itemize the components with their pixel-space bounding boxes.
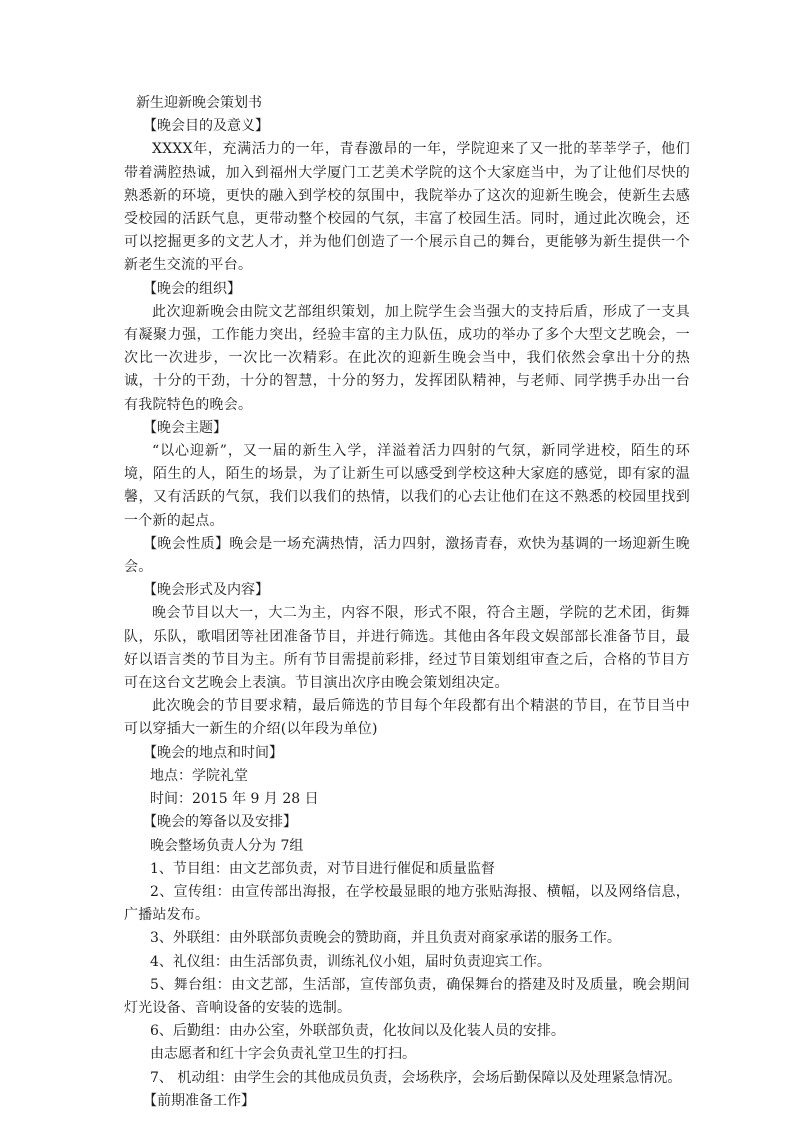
section-heading-format: 【晚会形式及内容】 [143, 582, 269, 599]
section-heading-theme: 【晚会主题】 [143, 419, 227, 436]
time-line: 时间：2015 年 9 月 28 日 [150, 791, 319, 808]
paragraph-theme: “以心迎新”，又一届的新生入学，洋溢着活力四射的气氛，新同学进校，陌生的环境，陌生的人，陌生的场景，为了让新生可以感受到学校这种大家庭的感觉，即有家的温馨，又有活跃的气氛，我们以我们的热情，以我们的心去让他们在这不熟悉的校园里找到一个新的起点。 [124, 443, 690, 529]
paragraph-organization: 此次迎新晚会由院文艺部组织策划，加上院学生会当强大的支持后盾，形成了一支具有凝聚力强，工作能力突出，经验丰富的主力队伍，成功的举办了多个大型文艺晚会，一次比一次进步，一次比一次精彩。在此次的迎新生晚会当中，我们依然会拿出十分的热诚，十分的干劲，十分的智慧，十分的努力，发挥团队精神，与老师、同学携手办出一台有我院特色的晚会。 [124, 303, 690, 413]
section-heading-early-work: 【前期准备工作】 [143, 1092, 255, 1109]
paragraph-format-1: 晚会节目以大一，大二为主，内容不限，形式不限，符合主题，学院的艺术团，街舞队，乐队，歌唱团等社团准备节目，并进行筛选。其他由各年段文娱部部长准备节目，最好以语言类的节目为主。所有节目需提前彩排，经过节目策划组审查之后，合格的节目方可在这台文艺晚会上表演。节目演出次序由晚会策划组决定。 [124, 605, 690, 692]
list-item: 6、后勤组：由办公室，外联部负责，化妆间以及化装人员的安排。 [150, 1023, 565, 1040]
paragraph-nature: 【晚会性质】晚会是一场充满热情，活力四射，激扬青春，欢快为基调的一场迎新生晚会。 [124, 535, 690, 576]
document-body [124, 92, 690, 1113]
section-heading-preparation: 【晚会的筹备以及安排】 [143, 814, 297, 831]
paragraph-format-2: 此次晚会的节目要求精，最后筛选的节目每个年段都有出个精湛的节目，在节目当中可以穿插大一新生的介绍(以年段为单位) [124, 698, 690, 738]
section-heading-place-time: 【晚会的地点和时间】 [143, 744, 283, 761]
list-item: 1、节目组：由文艺部负责，对节目进行催促和质量监督 [150, 860, 495, 877]
document-title: 新生迎新晚会策划书 [136, 95, 262, 111]
list-item: 5、舞台组：由文艺部，生活部，宣传部负责，确保舞台的搭建及时及质量，晚会期间灯光设备、音响设备的安装的选制。 [124, 976, 690, 1016]
place-line: 地点：学院礼堂 [150, 767, 248, 784]
list-item: 2、宣传组：由宣传部出海报，在学校最显眼的地方张贴海报、横幅，以及网络信息，广播站发布。 [124, 883, 690, 924]
list-item: 4、礼仪组：由生活部负责，训练礼仪小姐，届时负责迎宾工作。 [150, 953, 551, 970]
section-heading-organization: 【晚会的组织】 [143, 280, 241, 297]
list-item-note: 由志愿者和红十字会负责礼堂卫生的打扫。 [150, 1046, 416, 1063]
list-item: 3、外联组：由外联部负责晚会的赞助商，并且负责对商家承诺的服务工作。 [150, 930, 621, 947]
groups-intro: 晚会整场负责人分为 7组 [150, 837, 304, 854]
section-heading-purpose: 【晚会目的及意义】 [143, 118, 269, 135]
paragraph-purpose: XXXX年，充满活力的一年，青春激昂的一年，学院迎来了又一批的莘莘学子，他们带着满腔热诚，加入到福州大学厦门工艺美术学院的这个大家庭当中，为了让他们尽快的熟悉新的环境，更快的融入到学校的氛围中，我院举办了这次的迎新生晚会，使新生去感受校园的活跃气息，更带动整个校园的气氛，丰富了校园生活。同时，通过此次晚会，还可以挖掘更多的文艺人才，并为他们创造了一个展示自己的舞台，更能够为新生提供一个新老生交流的平台。 [124, 141, 690, 274]
list-item: 7、 机动组：由学生会的其他成员负责，会场秩序，会场后勤保障以及处理紧急情况。 [150, 1069, 682, 1086]
